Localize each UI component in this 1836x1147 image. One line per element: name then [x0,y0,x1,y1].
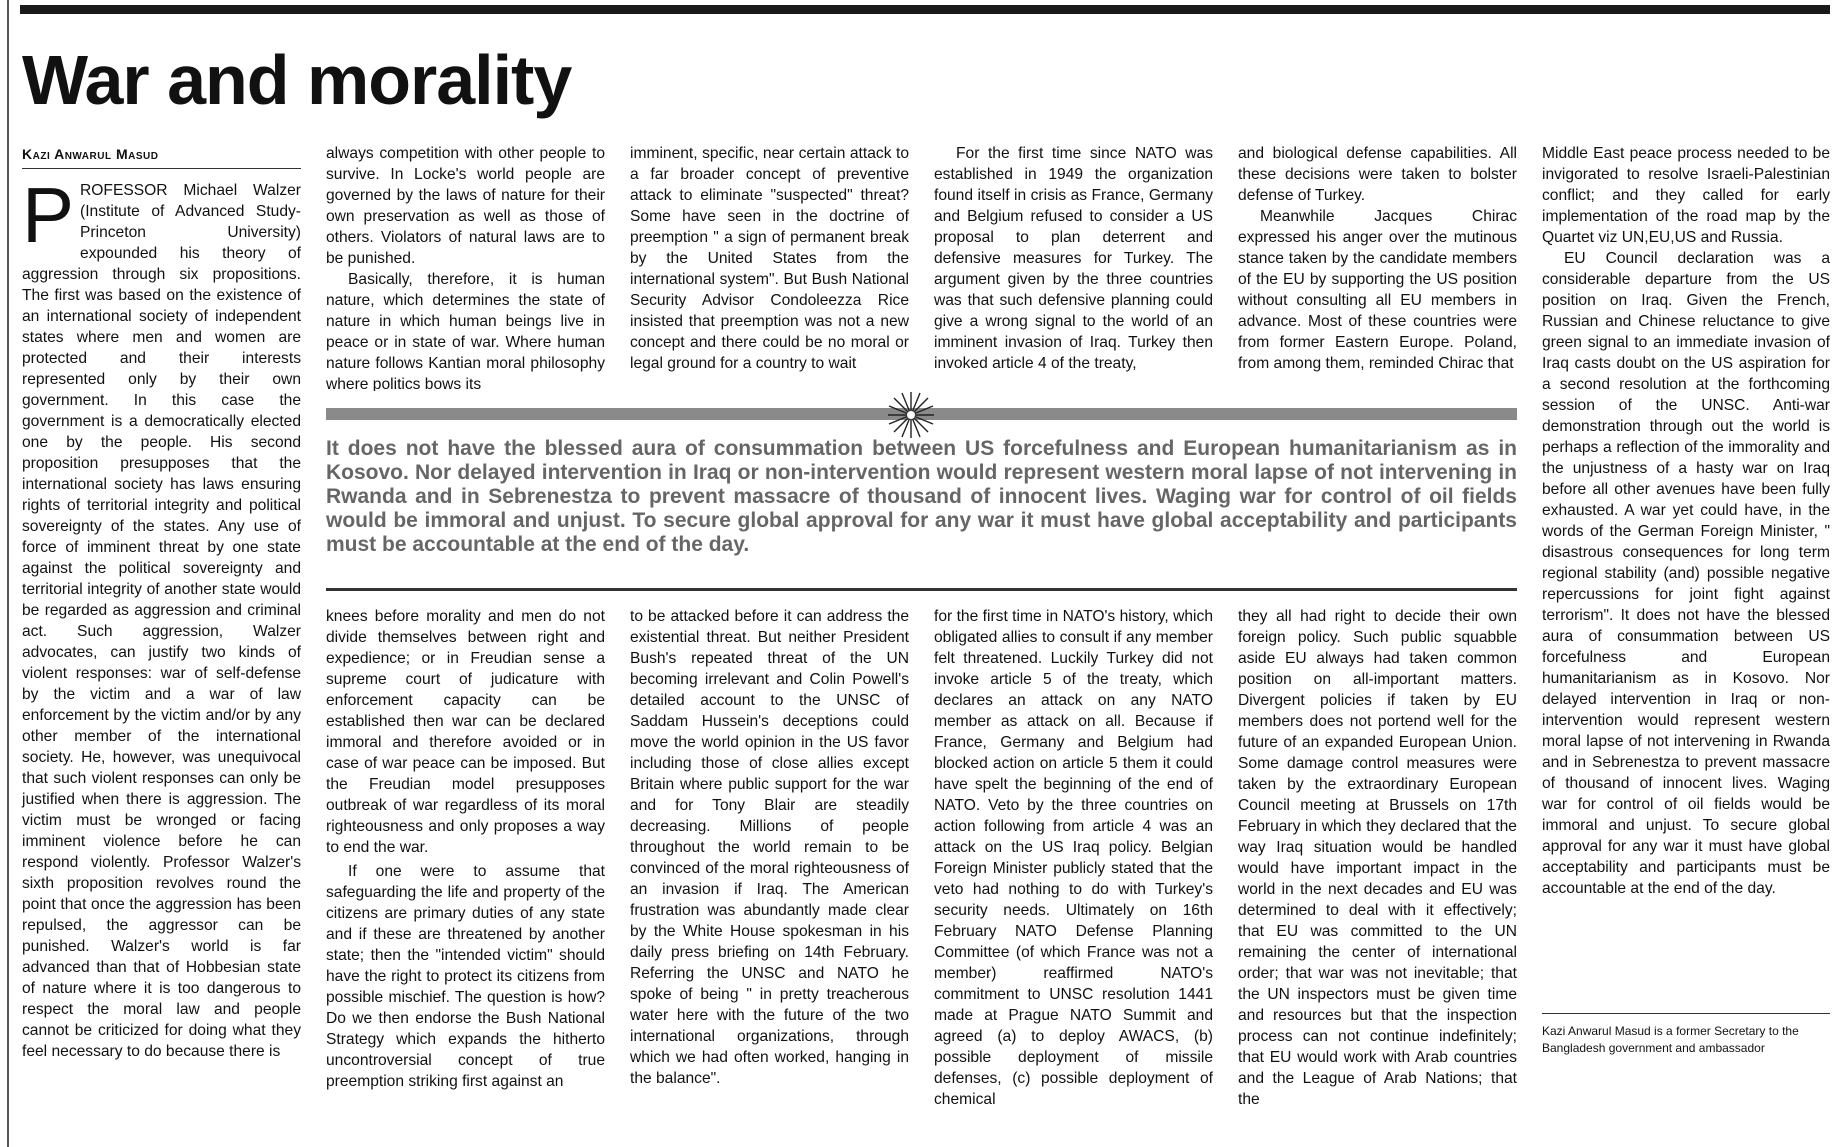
column-5-bottom [1238,606,1517,1140]
column-2-top [326,143,605,391]
starburst-icon [886,390,936,440]
paragraph: to be attacked before it can address the existential threat. But neither President Bush's repeated threat of the UN becoming irrelevant and Colin Powell's detailed account to the UNSC of Saddam Hussein's deceptions could move the world opinion in the US favor including those of close allies except Britain where public support for the war and for Tony Blair are steadily decreasing. Millions of people throughout the world remain to be convinced of the moral righteousness of an invasion if Iraq. The American frustration was abundantly made clear by the White House spokesman in his daily press briefing on 14th February. Referring the UNSC and NATO he spoke of being " in pretty treacherous water here with the future of the two international organizations, through which we had often worked, hanging in the balance". [630,608,909,1087]
column-4-bottom [934,606,1213,1140]
paragraph: For the first time since NATO was established in 1949 the organization found itself in crisis as France, Germany and Belgium refused to consider a US proposal to plan deterrent and defensive measures for Turkey. The argument given by the three countries was that such defensive planning could give a wrong signal to the world of an imminent invasion of Iraq. Turkey then invoked article 4 of the treaty, [934,145,1213,372]
paragraph: always competition with other people to survive. In Locke's world people are governed by the laws of nature for their own preservation as well as those of others. Violators of natural laws are to be punished. [326,145,605,267]
column-3-bottom [630,606,909,1140]
author-bio: Kazi Anwarul Masud is a former Secretary to the Bangladesh government and ambassador [1542,1024,1799,1055]
column-2-bottom [326,606,605,1140]
bio-rule [1542,1013,1830,1014]
paragraph: EU Council declaration was a considerable departure from the US position on Iraq. Given the French, Russian and Chinese reluctance to give green signal to an immediate invasion of Iraq casts doubt on the US aspiration for a second resolution at the forthcoming session of the UNSC. Anti-war demonstration through out the world is perhaps a reflection of the immorality and the unjustness of a hasty war on Iraq before all other avenues have been fully exhausted. A war yet could have, in the words of the German Foreign Minister, " disastrous consequences for long term regional stability (and) possible negative repercussions for joint fight against terrorism". It does not have the blessed aura of consummation between US forcefulness and European humanitarianism as in Kosovo. Nor delayed intervention in Iraq or non-intervention would represent western moral lapse of not intervening in Rwanda and in Sebrenestza to prevent massacre of thousand of innocent lives. Waging war for control of oil fields would be immoral and unjust. To secure global approval for any war it must have global acceptability and participants must be accountable at the end of the day. [1542,250,1830,897]
paragraph: they all had right to decide their own foreign policy. Such public squabble aside EU always had taken common position on all-important matters. Divergent policies if taken by EU members does not portend well for the future of an expanded European Union. Some damage control measures were taken by the extraordinary European Council meeting at Brussels on 17th February in which they declared that the way Iraq situation would be handled would have important impact in the world in the next decades and EU was determined to deal with it effectively; that EU was committed to the UN remaining the center of international order; that war was not inevitable; that the UN inspectors must be given time and resources but that the inspection process can not continue indefinitely; that EU would work with Arab countries and the League of Arab Nations; that the [1238,608,1517,1108]
left-border-rule [7,0,9,1147]
top-rule [20,5,1830,14]
column-1 [22,171,301,1062]
drop-cap: P [22,171,75,259]
column-5-top [1238,143,1517,391]
pull-quote-box [326,404,1517,594]
paragraph: If one were to assume that safeguarding the life and property of the citizens are primary duties of any state and if these are threatened by another state; then the "intended victim" should have the right to protect its citizens from possible mischief. The question is how? Do we then endorse the Bush National Strategy which expands the hitherto uncontroversial concept of true preemption striking first against an [326,863,605,1090]
author-byline: Kazi Anwarul Masud [22,146,301,169]
paragraph: imminent, specific, near certain attack to a far broader concept of preventive attack to eliminate "suspected" threat? Some have seen in the doctrine of preemption " a sign of permanent break by the United States from the international system". But Bush National Security Advisor Condoleezza Rice insisted that preemption was not a new concept and there could be no moral or legal ground for a country to wait [630,145,909,372]
article-title: War and morality [22,41,572,119]
paragraph: for the first time in NATO's history, which obligated allies to consult if any member felt threatened. Luckily Turkey did not invoke article 5 of the treaty, which declares an attack on any NATO member as attack on all. Because if France, Germany and Belgium had blocked action on article 5 them it could have spelt the beginning of the end of NATO. Veto by the three countries on action following from article 4 was an attack on the US Iraq policy. Belgian Foreign Minister publicly stated that the veto had nothing to do with Turkey's security needs. Ultimately on 16th February NATO Defense Planning Committee (of which France was not a member) reaffirmed NATO's commitment to UNSC resolution 1441 made at Prague NATO Summit and agreed (a) to deploy AWACS, (b) possible deployment of missile defenses, (c) possible deployment of chemical [934,608,1213,1108]
pull-quote-bottom-rule [326,588,1517,591]
column-4-top [934,143,1213,391]
paragraph: Basically, therefore, it is human nature, which determines the state of nature in which human beings live in peace or in state of war. Where human nature follows Kantian moral philosophy where politics bows its [326,271,605,391]
paragraph: and biological defense capabilities. All these decisions were taken to bolster defense of Turkey. [1238,145,1517,204]
paragraph: knees before morality and men do not divide themselves between right and expedience; or in Freudian sense a supreme court of judicature with enforcement capacity can be established then war can be declared immoral and therefore avoided or in case of war peace can be imposed. But the Freudian model presupposes outbreak of war regardless of its moral righteousness and only proposes a way to end the war. [326,608,605,856]
column-3-top [630,143,909,391]
paragraph: Meanwhile Jacques Chirac expressed his anger over the mutinous stance taken by the candidate members of the EU by supporting the US position without consulting all EU members in advance. Most of these countries were from former Eastern Europe. Poland, from among them, reminded Chirac that [1238,208,1517,372]
pull-quote-text: It does not have the blessed aura of consummation between US forcefulness and European humanitarianism as in Kosovo. Nor delayed intervention in Iraq or non-intervention would represent western moral lapse of not intervening in Rwanda and in Sebrenestza to prevent massacre of thousand of innocent lives. Waging war for control of oil fields would be immoral and unjust. To secure global approval for any war it must have global acceptability and participants must be accountable at the end of the day. [326,437,1517,556]
column-6 [1542,143,1830,899]
paragraph: Middle East peace process needed to be invigorated to resolve Israeli-Palestinian conflict; and they called for early implementation of the road map by the Quartet viz UN,EU,US and Russia. [1542,145,1830,246]
column-1-text: ROFESSOR Michael Walzer (Institute of Advanced Study-Princeton University) expounded his theory of aggression through six propositions. The first was based on the existence of an international society of independent states where men and women are protected and their interests represented only by their own government. In this case the government is a democratically elected one by the people. His second proposition presupposes that the international society has laws ensuring rights of territorial integrity and political sovereignty of the states. Any use of force of imminent threat by one state against the political sovereignty and territorial integrity of another state would be regarded as aggression and criminal act. Such aggression, Walzer advocates, can justify two kinds of violent responses: war of self-defense by the victim and a war of law enforcement by the victim and/or by any other member of the international society. He, however, was unequivocal that such violent responses can only be justified when there is aggression. The victim must be wronged or facing imminent violence before he can respond violently. Professor Walzer's sixth proposition revolves round the point that once the aggression has been repulsed, the aggressor can be punished. Walzer's world is far advanced than that of Hobbesian state of nature where it is too dangerous to respect the moral law and people cannot be criticized for doing what they feel necessary to do because there is [22,182,301,1060]
